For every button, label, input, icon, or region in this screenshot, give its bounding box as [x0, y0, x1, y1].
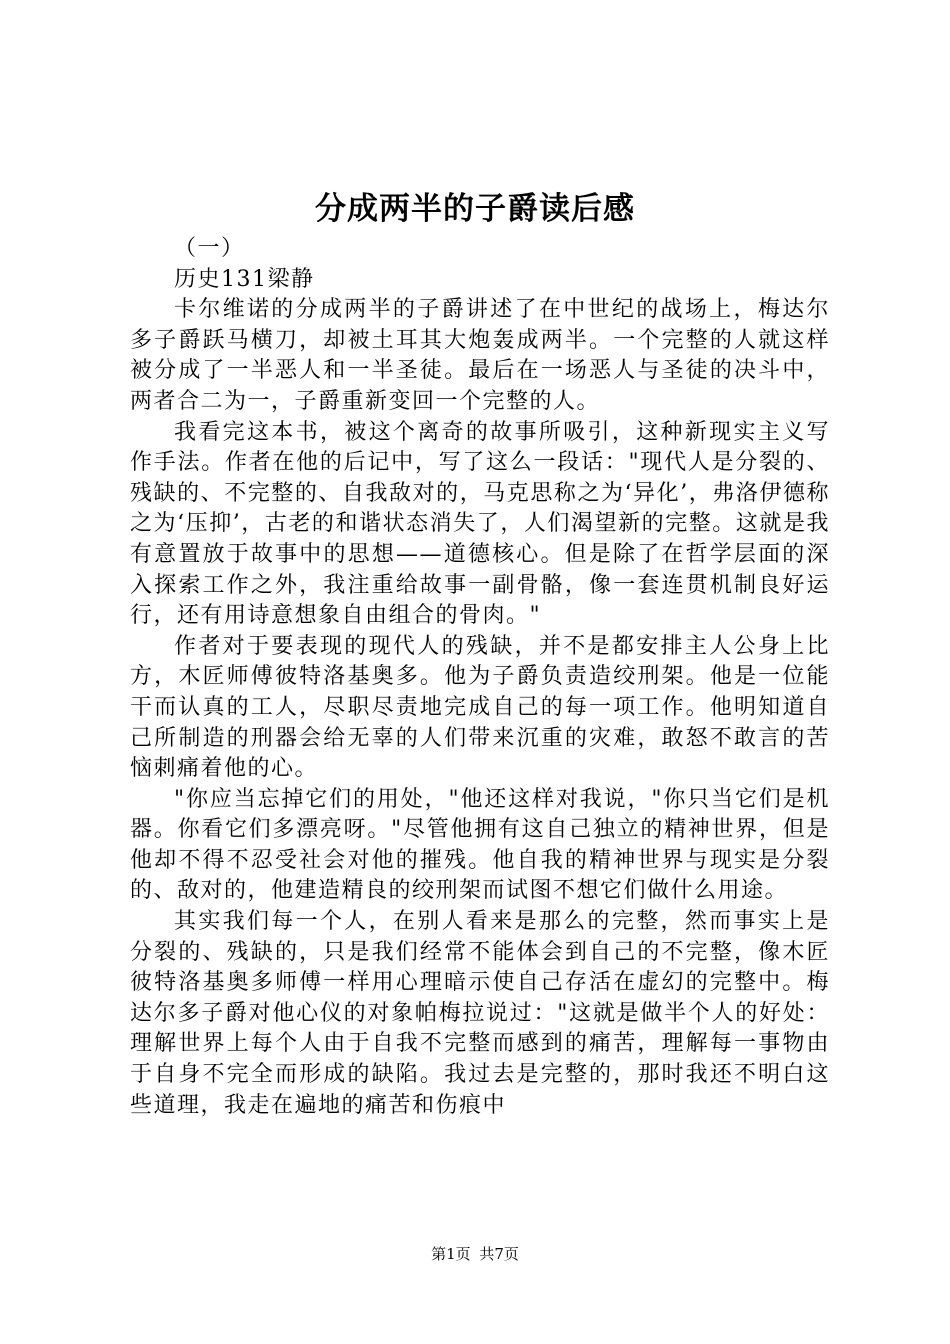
author-line: 历史131梁静	[174, 266, 315, 292]
section-label: （一）	[174, 236, 245, 261]
paragraph-5: 其实我们每一个人，在别人看来是那么的完整，然而事实上是分裂的、残缺的，只是我们经常不能体会到自己的不完整，像木匠彼特洛基奥多师傅一样用心理暗示使自己存活在虚幻的完整中。梅达尔多子爵对他心仪的对象帕梅拉说过："这就是做半个人的好处：理解世界上每个人由于自我不完整而感到的痛苦，理解每一事物由于自身不完全而形成的缺陷。我过去是完整的，那时我还不明白这些道理，我走在遍地的痛苦和伤痕中	[130, 909, 830, 1118]
page-footer: 第1页 共7页	[431, 1245, 519, 1263]
document-body	[130, 234, 830, 1121]
document-title: 分成两半的子爵读后感	[315, 191, 635, 227]
paragraph-4: "你应当忘掉它们的用处，"他还这样对我说，"你只当它们是机器。你看它们多漂亮呀。"尽管他拥有这自己独立的精神世界，但是他却不得不忍受社会对他的摧残。他自我的精神世界与现实是分裂的、敌对的，他建造精良的绞刑架而试图不想它们做什么用途。	[130, 786, 830, 904]
paragraph-3: 作者对于要表现的现代人的残缺，并不是都安排主人公身上比方，木匠师傅彼特洛基奥多。他为子爵负责造绞刑架。他是一位能干而认真的工人，尽职尽责地完成自己的每一项工作。他明知道自己所制造的刑器会给无辜的人们带来沉重的灾难，敢怒不敢言的苦恼刺痛着他的心。	[130, 633, 830, 782]
paragraph-1: 卡尔维诺的分成两半的子爵讲述了在中世纪的战场上，梅达尔多子爵跃马横刀，却被土耳其大炮轰成两半。一个完整的人就这样被分成了一半恶人和一半圣徒。最后在一场恶人与圣徒的决斗中，两者合二为一，子爵重新变回一个完整的人。	[130, 297, 830, 414]
paragraph-2: 我看完这本书，被这个离奇的故事所吸引，这种新现实主义写作手法。作者在他的后记中，写了这么一段话："现代人是分裂的、残缺的、不完整的、自我敌对的，马克思称之为‘异化’，弗洛伊德称之为‘压抑’，古老的和谐状态消失了，人们渴望新的完整。这就是我有意置放于故事中的思想——道德核心。但是除了在哲学层面的深入探索工作之外，我注重给故事一副骨骼，像一套连贯机制良好运行，还有用诗意想象自由组合的骨肉。"	[130, 419, 830, 629]
